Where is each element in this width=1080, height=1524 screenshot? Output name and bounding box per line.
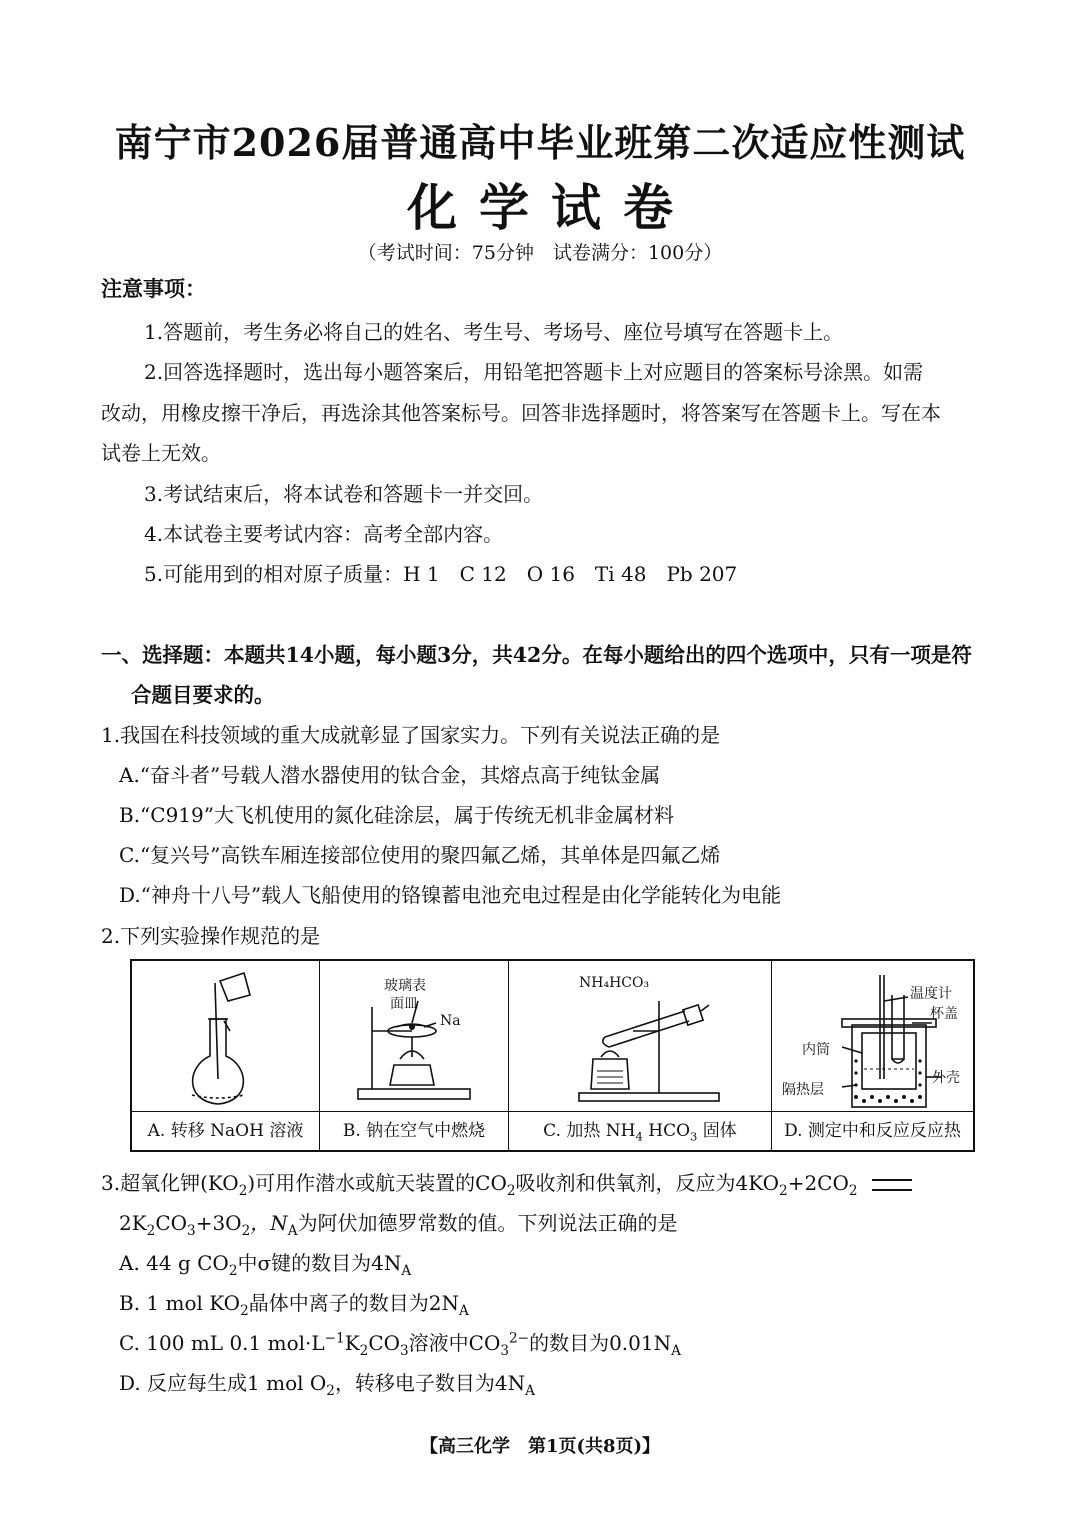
q3-stem-2d: ，N xyxy=(250,1211,288,1235)
page-footer: 【高三化学 第1页(共8页)】 xyxy=(419,1436,661,1457)
q3-stem-1c: 吸收剂和供氧剂，反应为4KO xyxy=(515,1171,780,1195)
q3-c-part-5: 的数目为0.01N xyxy=(529,1331,672,1355)
q3-stem-1b: )可用作潜水或航天装置的CO xyxy=(247,1171,507,1195)
q3-sub: 2 xyxy=(848,1183,858,1199)
note-4: 4.本试卷主要考试内容：高考全部内容。 xyxy=(144,522,504,546)
q3-sub: 2 xyxy=(228,1263,238,1279)
note-2-line-1: 2.回答选择题时，选出每小题答案后，用铅笔把答题卡上对应题目的答案标号涂黑。如需 xyxy=(144,360,924,384)
q1-stem: 1.我国在科技领域的重大成就彰显了国家实力。下列有关说法正确的是 xyxy=(101,723,721,747)
label-na: Na xyxy=(440,1013,461,1029)
q3-sup: 2− xyxy=(509,1330,530,1347)
q3-stem-line-1 xyxy=(101,1167,912,1199)
caption-c-suffix: 固体 xyxy=(697,1121,737,1141)
q3-option-a xyxy=(119,1247,412,1279)
q1-option-a: A.“奋斗者”号载人潜水器使用的钛合金，其熔点高于纯钛金属 xyxy=(119,763,661,787)
apparatus-cell-d xyxy=(771,961,973,1150)
q3-sub: A xyxy=(525,1383,535,1399)
q3-stem-2a: 2K xyxy=(119,1211,147,1235)
exam-title: 南宁市2026届普通高中毕业班第二次适应性测试 xyxy=(114,120,966,165)
note-3: 3.考试结束后，将本试卷和答题卡一并交回。 xyxy=(144,482,544,506)
q3-sub: 3 xyxy=(400,1343,409,1359)
caption-a: A. 转移 NaOH 溶液 xyxy=(132,1111,319,1150)
note-2-line-2: 改动，用橡皮擦干净后，再选涂其他答案标号。回答非选择题时，将答案写在答题卡上。写在本 xyxy=(101,401,941,425)
label-insulation: 隔热层 xyxy=(782,1082,824,1098)
caption-c-prefix: C. 加热 NH xyxy=(543,1121,636,1141)
caption-c-sub-3: 3 xyxy=(690,1129,698,1144)
caption-c-sub-4: 4 xyxy=(635,1129,643,1144)
label-outer-shell: 外壳 xyxy=(932,1070,960,1086)
notes-heading: 注意事项： xyxy=(101,276,206,301)
q3-sub: 2 xyxy=(241,1223,251,1239)
label-thermometer: 温度计 xyxy=(910,986,952,1002)
q3-sub: A xyxy=(287,1223,298,1239)
q3-c-part-1: C. 100 mL 0.1 mol·L xyxy=(119,1331,325,1355)
q3-sub: 3 xyxy=(500,1343,510,1359)
q3-stem-2c: +3O xyxy=(195,1211,242,1235)
caption-c xyxy=(509,1111,771,1150)
q3-c-part-2: K xyxy=(344,1331,360,1355)
q3-sub: 2 xyxy=(779,1183,788,1199)
q3-stem-2e: 为阿伏加德罗常数的值。下列说法正确的是 xyxy=(297,1211,678,1235)
label-watch-glass-1: 玻璃表 xyxy=(384,978,426,994)
caption-c-mid: HCO xyxy=(642,1121,691,1141)
q3-sub: 2 xyxy=(359,1343,369,1359)
q3-a-part-2: 中σ键的数目为4N xyxy=(237,1251,402,1275)
section-heading-line-2: 合题目要求的。 xyxy=(131,683,275,707)
q3-a-part-1: A. 44 g CO xyxy=(119,1251,229,1275)
equals-sign xyxy=(872,1179,912,1191)
caption-d: D. 测定中和反应反应热 xyxy=(772,1111,973,1150)
label-lid: 杯盖 xyxy=(930,1006,958,1022)
q3-d-part-2: ，转移电子数目为4N xyxy=(334,1371,526,1395)
q3-sup: −1 xyxy=(324,1330,345,1347)
apparatus-cell-a xyxy=(132,961,319,1150)
q3-option-d xyxy=(119,1367,535,1399)
label-watch-glass-2: 面皿 xyxy=(390,996,418,1012)
note-1: 1.答题前，考生务必将自己的姓名、考生号、考场号、座位号填写在答题卡上。 xyxy=(144,320,844,344)
q3-sub: 2 xyxy=(146,1223,156,1239)
apparatus-cell-c xyxy=(508,961,771,1150)
q3-stem-line-2 xyxy=(119,1207,678,1239)
q1-option-c: C.“复兴号”高铁车厢连接部位使用的聚四氟乙烯，其单体是四氟乙烯 xyxy=(119,843,721,867)
note-5: 5.可能用到的相对原子质量：H 1 C 12 O 16 Ti 48 Pb 207 xyxy=(144,562,738,586)
q3-sub: A xyxy=(458,1303,469,1319)
q3-sub: 2 xyxy=(506,1183,516,1199)
q3-c-part-4: 溶液中CO xyxy=(408,1331,501,1355)
q3-option-b xyxy=(119,1287,469,1319)
q3-b-part-1: B. 1 mol KO xyxy=(119,1291,241,1315)
exam-info: （考试时间：75分钟 试卷满分：100分） xyxy=(357,242,723,264)
q1-option-b: B.“C919”大飞机使用的氮化硅涂层，属于传统无机非金属材料 xyxy=(119,803,674,827)
q2-stem: 2.下列实验操作规范的是 xyxy=(101,924,321,948)
q3-option-c xyxy=(119,1327,681,1359)
caption-b: B. 钠在空气中燃烧 xyxy=(320,1111,508,1150)
q3-sub: 2 xyxy=(326,1383,335,1399)
q3-sub: 3 xyxy=(187,1223,196,1239)
q3-stem-2b: CO xyxy=(155,1211,188,1235)
subject-title: 化学试卷 xyxy=(407,178,695,237)
q3-sub: 2 xyxy=(238,1183,248,1199)
q1-option-d: D.“神舟十八号”载人飞船使用的铬镍蓄电池充电过程是由化学能转化为电能 xyxy=(119,883,782,907)
label-nh4hco3: NH₄HCO₃ xyxy=(579,975,650,991)
q3-stem-1a: 3.超氧化钾(KO xyxy=(101,1171,239,1195)
q3-d-part-1: D. 反应每生成1 mol O xyxy=(119,1371,327,1395)
q3-stem-1d: +2CO xyxy=(787,1171,849,1195)
q3-sub: 2 xyxy=(240,1303,249,1319)
volumetric-flask-diagram xyxy=(132,961,319,1113)
note-2-line-3: 试卷上无效。 xyxy=(101,441,221,465)
q3-sub: A xyxy=(671,1343,681,1359)
q3-c-part-3: CO xyxy=(368,1331,401,1355)
apparatus-cell-b xyxy=(319,961,508,1150)
section-heading-line-1: 一、选择题：本题共14小题，每小题3分，共42分。在每小题给出的四个选项中，只有一项是符 xyxy=(101,643,972,667)
label-inner-tube: 内筒 xyxy=(802,1042,830,1058)
q3-b-part-2: 晶体中离子的数目为2N xyxy=(248,1291,459,1315)
apparatus-table xyxy=(130,959,975,1152)
q3-sub: A xyxy=(401,1263,412,1279)
